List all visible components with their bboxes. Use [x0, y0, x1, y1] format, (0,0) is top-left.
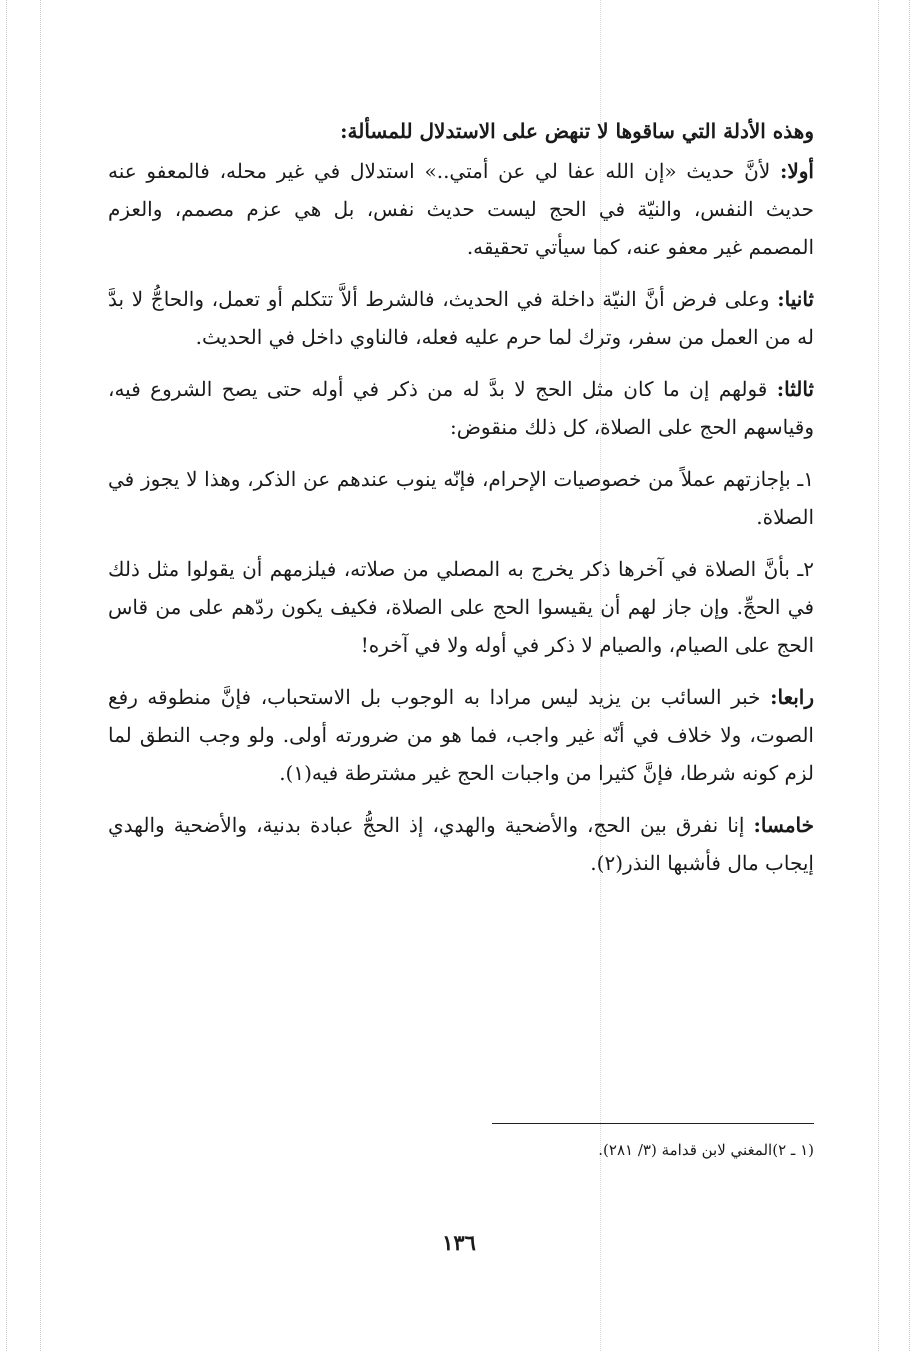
- paragraph-fourth: [108, 678, 814, 792]
- paragraph-lead: أولا:: [779, 159, 814, 183]
- paragraph-text: بأنَّ الصلاة في آخرها ذكر يخرج به المصلي من صلاته، فيلزمهم أن يقولوا مثل ذلك في الحجِّ. وإن جاز لهم أن يقيسوا الحج على الصلاة، فكيف يكون ردّهم على من قاس الحج على الصيام، والصيام لا ذكر في أوله ولا في آخره!: [108, 557, 814, 657]
- paragraph-text: وعلى فرض أنَّ النيّة داخلة في الحديث، فالشرط ألاَّ تتكلم أو تعمل، والحاجُّ لا بدَّ له من العمل من سفر، وترك لما حرم عليه فعله، فالناوي داخل في الحديث.: [108, 287, 814, 349]
- paragraph-text: بإجازتهم عملاً من خصوصيات الإحرام، فإنّه ينوب عندهم عن الذكر، وهذا لا يجوز في الصلاة.: [108, 467, 814, 529]
- paragraph-third: [108, 370, 814, 446]
- footnote: (١ ـ ٢)المغني لابن قدامة (٣/ ٢٨١).: [598, 1141, 814, 1159]
- paragraph-first: [108, 152, 814, 266]
- scan-guide-line: [909, 0, 910, 1351]
- page-body: [108, 112, 814, 896]
- paragraph-lead: ثالثا:: [776, 377, 814, 401]
- footnote-separator: [492, 1123, 814, 1124]
- paragraph-text: لأنَّ حديث «إن الله عفا لي عن أمتي..» استدلال في غير محله، فالمعفو عنه حديث النفس، والنيّة في الحج ليست حديث نفس، بل هي عزم مصمم، والعزم المصمم غير معفو عنه، كما سيأتي تحقيقه.: [108, 159, 814, 259]
- intro-paragraph: وهذه الأدلة التي ساقوها لا تنهض على الاستدلال للمسألة:: [340, 119, 814, 143]
- paragraph-point-1: [108, 460, 814, 536]
- paragraph-text: إنا نفرق بين الحج، والأضحية والهدي، إذ الحجُّ عبادة بدنية، والأضحية والهدي إيجاب مال فأشبها النذر(٢).: [108, 813, 814, 875]
- page-number: ١٣٦: [442, 1230, 476, 1255]
- paragraph-fifth: [108, 806, 814, 882]
- paragraph-text: قولهم إن ما كان مثل الحج لا بدَّ له من ذكر في أوله حتى يصح الشروع فيه، وقياسهم الحج على الصلاة، كل ذلك منقوض:: [108, 377, 814, 439]
- paragraph-lead: ثانيا:: [777, 287, 814, 311]
- paragraph-lead: خامسا:: [753, 813, 814, 837]
- scan-guide-line: [878, 0, 879, 1351]
- paragraph-lead: رابعا:: [770, 685, 814, 709]
- paragraph-lead: ١ـ: [797, 467, 814, 491]
- paragraph-text: خبر السائب بن يزيد ليس مرادا به الوجوب بل الاستحباب، فإنَّ منطوقه رفع الصوت، ولا خلاف في أنّه غير واجب، فما هو من ضرورته أولى. ولو وجب النطق لما لزم كونه شرطا، فإنَّ كثيرا من واجبات الحج غير مشترطة فيه(١).: [108, 685, 814, 785]
- paragraph-lead: ٢ـ: [797, 557, 815, 581]
- paragraph-point-2: [108, 550, 814, 664]
- scan-guide-line: [40, 0, 41, 1351]
- paragraph-second: [108, 280, 814, 356]
- scan-guide-line: [6, 0, 7, 1351]
